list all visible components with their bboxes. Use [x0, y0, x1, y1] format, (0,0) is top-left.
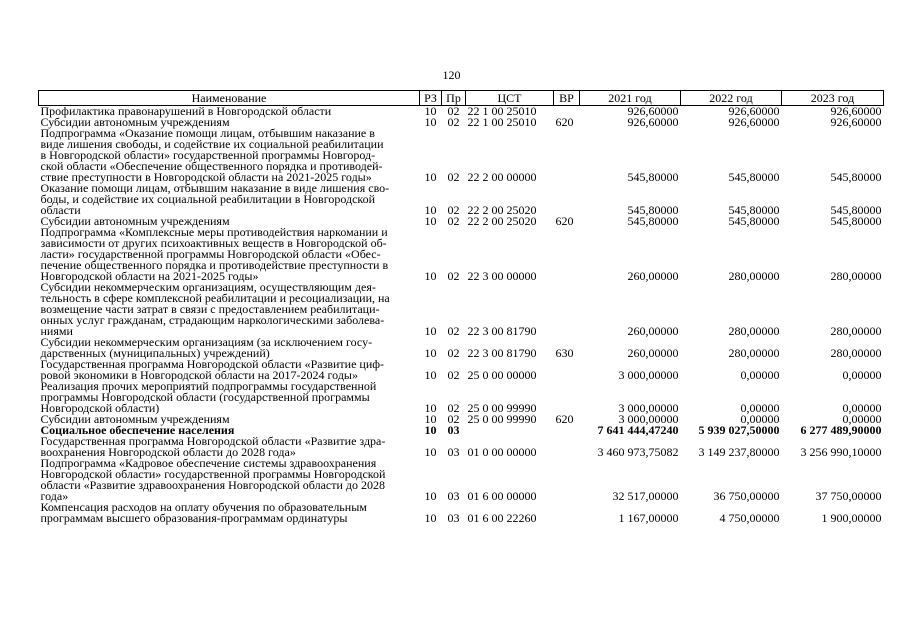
cell-vr — [554, 359, 580, 381]
cell-pr: 02 — [447, 401, 460, 415]
cell-vr: 620 — [555, 115, 574, 129]
cell-2021: 545,80000 — [627, 214, 679, 228]
cell-cst: 22 3 00 00000 — [467, 269, 537, 283]
cell-name: Субсидии некоммерческим организациям (за исключением госу- дарственных (муниципальных) учреждений) — [40, 335, 373, 360]
cell-2023: 280,00000 — [830, 324, 882, 338]
cell-2022: 4 750,00000 — [719, 511, 780, 525]
cell-vr — [554, 436, 580, 458]
cell-2022: 0,00000 — [740, 368, 780, 382]
cell-rz: 10 — [424, 203, 437, 217]
cell-2022: 5 939 027,50000 — [698, 423, 780, 437]
cell-name: Подпрограмма «Комплексные меры противодействия наркомании и зависимости от других психоактивных веществ в Новгородской об- ласти» государственной программы Новгородской области «Обес- печение общественного порядка и противодействие преступности в Новгородской области на 2021-2025 годы» — [40, 225, 389, 283]
cell-name: Государственная программа Новгородской области «Развитие циф- ровой экономики в Новгородской области на 2017-2024 годы» — [40, 357, 385, 382]
cell-cst: 22 2 00 25020 — [467, 203, 537, 217]
cell-cst: 01 6 00 22260 — [467, 511, 537, 525]
cell-vr — [554, 425, 580, 436]
col-header-2021: 2021 год — [580, 91, 681, 106]
cell-pr: 03 — [447, 445, 460, 459]
cell-pr: 02 — [447, 346, 460, 360]
cell-rz: 10 — [424, 401, 437, 415]
cell-2021: 926,60000 — [627, 104, 679, 118]
cell-cst: 22 1 00 25010 — [467, 115, 537, 129]
cell-rz: 10 — [424, 324, 437, 338]
col-header-pr: Пр — [442, 91, 466, 106]
cell-rz: 10 — [424, 511, 437, 525]
cell-rz: 10 — [424, 214, 437, 228]
cell-vr — [554, 183, 580, 216]
cell-pr: 03 — [447, 423, 460, 437]
cell-name: Субсидии автономным учреждениям — [40, 214, 230, 228]
cell-cst: 25 0 00 00000 — [467, 368, 537, 382]
cell-name: Субсидии автономным учреждениям — [40, 412, 230, 426]
cell-2021: 1 167,00000 — [618, 511, 679, 525]
cell-vr — [554, 381, 580, 414]
cell-2022: 280,00000 — [728, 324, 780, 338]
cell-rz: 10 — [424, 489, 437, 503]
cell-rz: 10 — [424, 170, 437, 184]
cell-name: Компенсация расходов на оплату обучения по образовательным программам высшего образования-программам ординатуры — [40, 500, 367, 525]
cell-cst: 01 6 00 00000 — [467, 489, 537, 503]
cell-2023: 0,00000 — [842, 401, 882, 415]
cell-rz: 10 — [424, 269, 437, 283]
cell-2022: 926,60000 — [728, 104, 780, 118]
cell-2023: 926,60000 — [830, 104, 882, 118]
table-row — [39, 458, 884, 502]
cell-cst: 25 0 00 99990 — [467, 401, 537, 415]
cell-vr: 620 — [555, 214, 574, 228]
table-row — [39, 128, 884, 183]
page-number: 120 — [442, 68, 461, 82]
cell-2023: 545,80000 — [830, 214, 882, 228]
cell-2023: 280,00000 — [830, 269, 882, 283]
table-row — [39, 282, 884, 337]
cell-2021: 260,00000 — [627, 269, 679, 283]
cell-rz: 10 — [424, 115, 437, 129]
col-header-vr: ВР — [554, 91, 580, 106]
cell-2022: 280,00000 — [728, 346, 780, 360]
cell-name: Профилактика правонарушений в Новгородской области — [40, 104, 332, 118]
table-row — [39, 183, 884, 216]
cell-pr: 02 — [447, 115, 460, 129]
cell-rz: 10 — [424, 104, 437, 118]
cell-pr: 02 — [447, 412, 460, 426]
cell-cst: 22 2 00 25020 — [467, 214, 537, 228]
cell-2022: 3 149 237,80000 — [698, 445, 780, 459]
cell-2022: 545,80000 — [728, 214, 780, 228]
cell-2022: 280,00000 — [728, 269, 780, 283]
table-row — [39, 436, 884, 458]
cell-cst: 22 3 00 81790 — [467, 346, 537, 360]
cell-rz: 10 — [424, 412, 437, 426]
cell-2022: 545,80000 — [728, 203, 780, 217]
table-row — [39, 227, 884, 282]
table-row — [39, 337, 884, 359]
cell-name: Реализация прочих мероприятий подпрограммы государственной программы Новгородской области (государственной программы Новгородской области) — [40, 379, 377, 415]
cell-rz: 10 — [424, 445, 437, 459]
budget-table — [38, 90, 884, 524]
cell-name: Государственная программа Новгородской области «Развитие здра- воохранения Новгородской области до 2028 года» — [40, 434, 386, 459]
cell-rz: 10 — [424, 368, 437, 382]
cell-pr: 02 — [447, 324, 460, 338]
cell-pr: 02 — [447, 269, 460, 283]
cell-2022: 926,60000 — [728, 115, 780, 129]
cell-pr: 02 — [447, 214, 460, 228]
cell-vr — [554, 227, 580, 282]
cell-2023: 545,80000 — [830, 203, 882, 217]
cell-name: Социальное обеспечение населения — [40, 423, 235, 437]
col-header-2022: 2022 год — [681, 91, 782, 106]
cell-name: Подпрограмма «Оказание помощи лицам, отбывшим наказание в виде лишения свободы, и содействие их социальной реабилитации в Новгородской области» государственной программы Новгород- ской области «Обеспечение общественного порядка и противодей- ствие преступности в Новгородской области на 2021-2025 годы» — [40, 126, 384, 184]
cell-rz: 10 — [424, 423, 437, 437]
cell-cst: 22 3 00 81790 — [467, 324, 537, 338]
cell-name: Субсидии автономным учреждениям — [40, 115, 230, 129]
cell-cst: 01 0 00 00000 — [467, 445, 537, 459]
cell-2021: 3 000,00000 — [618, 412, 679, 426]
cell-cst: 25 0 00 99990 — [467, 412, 537, 426]
cell-rz: 10 — [424, 346, 437, 360]
cell-2021: 3 460 973,75082 — [597, 445, 679, 459]
cell-vr — [554, 502, 580, 524]
cell-vr: 630 — [555, 346, 574, 360]
cell-pr: 03 — [447, 511, 460, 525]
table-row — [39, 381, 884, 414]
cell-pr: 02 — [447, 170, 460, 184]
cell-2021: 545,80000 — [627, 203, 679, 217]
cell-pr: 02 — [447, 104, 460, 118]
cell-2022: 0,00000 — [740, 401, 780, 415]
cell-2021: 32 517,00000 — [612, 489, 679, 503]
cell-pr: 02 — [447, 203, 460, 217]
cell-vr — [554, 128, 580, 183]
cell-2023: 3 256 990,10000 — [800, 445, 882, 459]
cell-name: Субсидии некоммерческим организациям, осуществляющим дея- тельность в сфере комплексной реабилитации и ресоциализации, на возмещение части затрат в связи с предоставлением реабилитаци- онных услуг гражданам, страдающим наркологическими заболева- ниями — [40, 280, 390, 338]
cell-2021: 3 000,00000 — [618, 401, 679, 415]
cell-name: Подпрограмма «Кадровое обеспечение системы здравоохранения Новгородской области» государственной программы Новгородской области «Развитие здравоохранения Новгородской области до 2028 года» — [40, 456, 386, 503]
col-header-rz: РЗ — [420, 91, 442, 106]
cell-2023: 0,00000 — [842, 368, 882, 382]
cell-2021: 260,00000 — [627, 324, 679, 338]
cell-pr: 02 — [447, 368, 460, 382]
cell-pr: 03 — [447, 489, 460, 503]
cell-2023: 37 750,00000 — [815, 489, 882, 503]
col-header-2023: 2023 год — [782, 91, 884, 106]
cell-cst: 22 2 00 00000 — [467, 170, 537, 184]
cell-2022: 545,80000 — [728, 170, 780, 184]
cell-2023: 545,80000 — [830, 170, 882, 184]
cell-2021: 926,60000 — [627, 115, 679, 129]
col-header-name: Наименование — [39, 91, 420, 106]
cell-name: Оказание помощи лицам, отбывшим наказание в виде лишения сво- боды, и содействие их социальной реабилитации в Новгородской области — [40, 181, 390, 217]
col-header-cst: ЦСТ — [466, 91, 554, 106]
cell-2023: 926,60000 — [830, 115, 882, 129]
cell-vr — [554, 458, 580, 502]
cell-2021: 545,80000 — [627, 170, 679, 184]
cell-2023: 6 277 489,90000 — [800, 423, 882, 437]
cell-2022: 0,00000 — [740, 412, 780, 426]
cell-cst — [466, 425, 554, 436]
cell-2021: 7 641 444,47240 — [597, 423, 679, 437]
cell-2021: 3 000,00000 — [618, 368, 679, 382]
cell-2023: 280,00000 — [830, 346, 882, 360]
cell-vr: 620 — [555, 412, 574, 426]
cell-2023: 0,00000 — [842, 412, 882, 426]
cell-vr — [554, 282, 580, 337]
cell-2021: 260,00000 — [627, 346, 679, 360]
table-row — [39, 359, 884, 381]
cell-cst: 22 1 00 25010 — [467, 104, 537, 118]
table-row — [39, 502, 884, 524]
cell-2023: 1 900,00000 — [821, 511, 882, 525]
cell-2022: 36 750,00000 — [713, 489, 780, 503]
